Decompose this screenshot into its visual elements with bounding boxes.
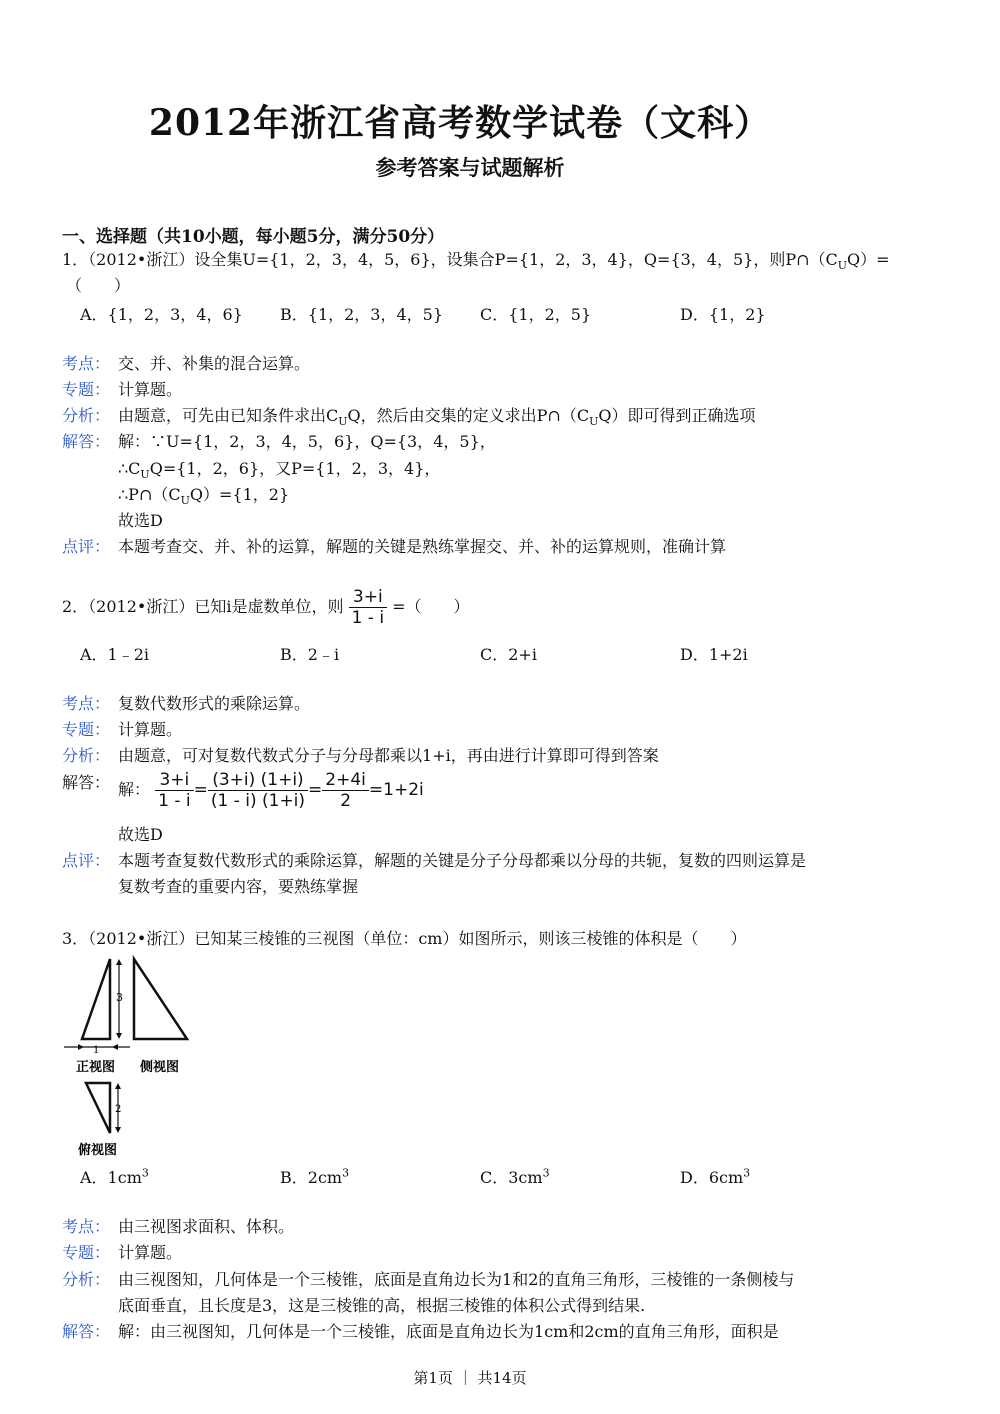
q1-stem-cont: （ ） (66, 276, 131, 295)
q1-fenxi: 分析： 由题意，可先由已知条件求出$C_UQ$，然后由交集的定义求出$P\cap(C_UQ)$即可得到正确选项 (62, 406, 756, 429)
q1-option-a: A．{1，2，3，4，6} (80, 305, 243, 324)
q2-option-b: B．2﹣i (280, 645, 340, 664)
q1-option-b: B．{1，2，3，4，5} (280, 305, 444, 324)
q2-dianping-line2: 复数考查的重要内容，要熟练掌握 (118, 877, 359, 896)
q2-dianping: 点评： 本题考查复数代数形式的乘除运算，解题的关键是分子分母都乘以分母的共轭，复数的四则运算是 (62, 851, 807, 870)
q2-jieda: 解： $\frac{3+i}{1 - i}$ = $\frac{(3+i) (1+i)}{(1 - i) (1+i)}$ = $\frac{2+4i}{2}$ =1+2i (118, 770, 424, 811)
page-footer: 第1页 ｜ 共14页 (413, 1369, 527, 1387)
dim-height-label: 3 (116, 991, 123, 1004)
q3-fenxi: 分析： 由三视图知，几何体是一个三棱锥，底面是直角边长为1和2的直角三角形，三棱锥的一条侧棱与 (62, 1270, 795, 1289)
three-view-figure (60, 955, 200, 1160)
q2-fenxi: 分析： 由题意，可对复数代数式分子与分母都乘以1+i，再由进行计算即可得到答案 (62, 746, 659, 765)
q1-jieda-line4: 故选D (118, 511, 163, 530)
q1-dianping: 点评： 本题考查交、并、补的运算，解题的关键是熟练掌握交、并、补的运算规则，准确计算 (62, 537, 727, 556)
q3-option-d: D．$6cm^3$ (680, 1166, 751, 1187)
q1-jieda-line2: $\therefore C_UQ=\{1$，2，6}，又P={1，2，3，4}， (118, 459, 441, 482)
side-view-triangle (134, 959, 187, 1039)
dim-height-arrow-bottom (116, 1033, 122, 1039)
q3-option-c: C．$3cm^3$ (480, 1166, 550, 1187)
q2-jieda-line2: 故选D (118, 825, 163, 844)
q3-kaodian: 考点： 由三视图求面积、体积。 (62, 1217, 295, 1236)
q3-option-a: A．$1cm^3$ (80, 1166, 149, 1187)
dim-width-arrow-right (112, 1044, 118, 1050)
q3-zhuanti: 专题： 计算题。 (62, 1243, 183, 1262)
section-heading: 一、选择题（共10小题，每小题5分，满分50分） (62, 227, 445, 247)
q2-fraction-1: $\frac{3+i}{1 - i}$ (155, 770, 193, 811)
dim-width-arrow-left (78, 1044, 84, 1050)
dim-depth-label: 2 (115, 1104, 122, 1115)
dim-depth-arrow-top (115, 1083, 121, 1089)
q2-zhuanti: 专题： 计算题。 (62, 720, 183, 739)
q2-fraction-2: $\frac{(3+i) (1+i)}{(1 - i) (1+i)}$ (208, 770, 308, 811)
q2-option-a: A．1﹣2i (80, 645, 150, 664)
q3-fenxi-line2: 底面垂直，且长度是3，这是三棱锥的高，根据三棱锥的体积公式得到结果. (118, 1296, 646, 1315)
q3-option-b: B．$2cm^3$ (280, 1166, 350, 1187)
top-view-label: 俯视图 (78, 1143, 118, 1158)
q1-option-c: C．{1，2，5} (480, 305, 592, 324)
q3-stem: 3．（2012•浙江）已知某三棱锥的三视图（单位：cm）如图所示，则该三棱锥的体积是（ ） (62, 929, 747, 948)
dim-width-label: 1 (93, 1045, 100, 1056)
q2-fraction-3: $\frac{2+4i}{2}$ (322, 770, 369, 811)
q2-jieda-label: 解答： (62, 773, 111, 792)
page-subtitle: 参考答案与试题解析 (375, 155, 565, 180)
dim-height-arrow-top (116, 959, 122, 965)
q1-stem: 1．（2012•浙江）设全集U={1，2，3，4，5，6}，设集合P={1，2，3，4}，Q={3，4，5}，则$P\cap(C_UQ)=$ (62, 250, 890, 273)
q1-option-d: D．{1，2} (680, 305, 766, 324)
q2-stem: 2．（2012•浙江）已知i是虚数单位，则 $\frac{3+i}{1 - i}$ =（ ） (62, 587, 470, 628)
q1-kaodian: 考点： 交、并、补集的混合运算。 (62, 354, 311, 373)
q1-jieda-line3: $\therefore P\cap(C_UQ)=\{1$，2} (118, 485, 290, 508)
dim-depth-arrow-bottom (115, 1127, 121, 1133)
side-view-label: 侧视图 (140, 1060, 180, 1075)
q3-jieda: 解答： 解：由三视图知，几何体是一个三棱锥，底面是直角边长为1cm和2cm的直角三角形，面积是 (62, 1322, 779, 1341)
q2-option-d: D．1+2i (680, 645, 748, 664)
q2-stem-fraction: $\frac{3+i}{1 - i}$ (349, 587, 387, 628)
q2-kaodian: 考点： 复数代数形式的乘除运算。 (62, 694, 311, 713)
front-view-triangle (82, 959, 110, 1039)
front-view-label: 正视图 (76, 1060, 116, 1075)
q1-zhuanti: 专题： 计算题。 (62, 380, 183, 399)
q2-option-c: C．2+i (480, 645, 537, 664)
q1-jieda: 解答： 解：∵U={1，2，3，4，5，6}，Q={3，4，5}， (62, 432, 496, 451)
page-title: 2012年浙江省高考数学试卷（文科） (148, 102, 772, 144)
top-view-triangle (86, 1083, 110, 1133)
